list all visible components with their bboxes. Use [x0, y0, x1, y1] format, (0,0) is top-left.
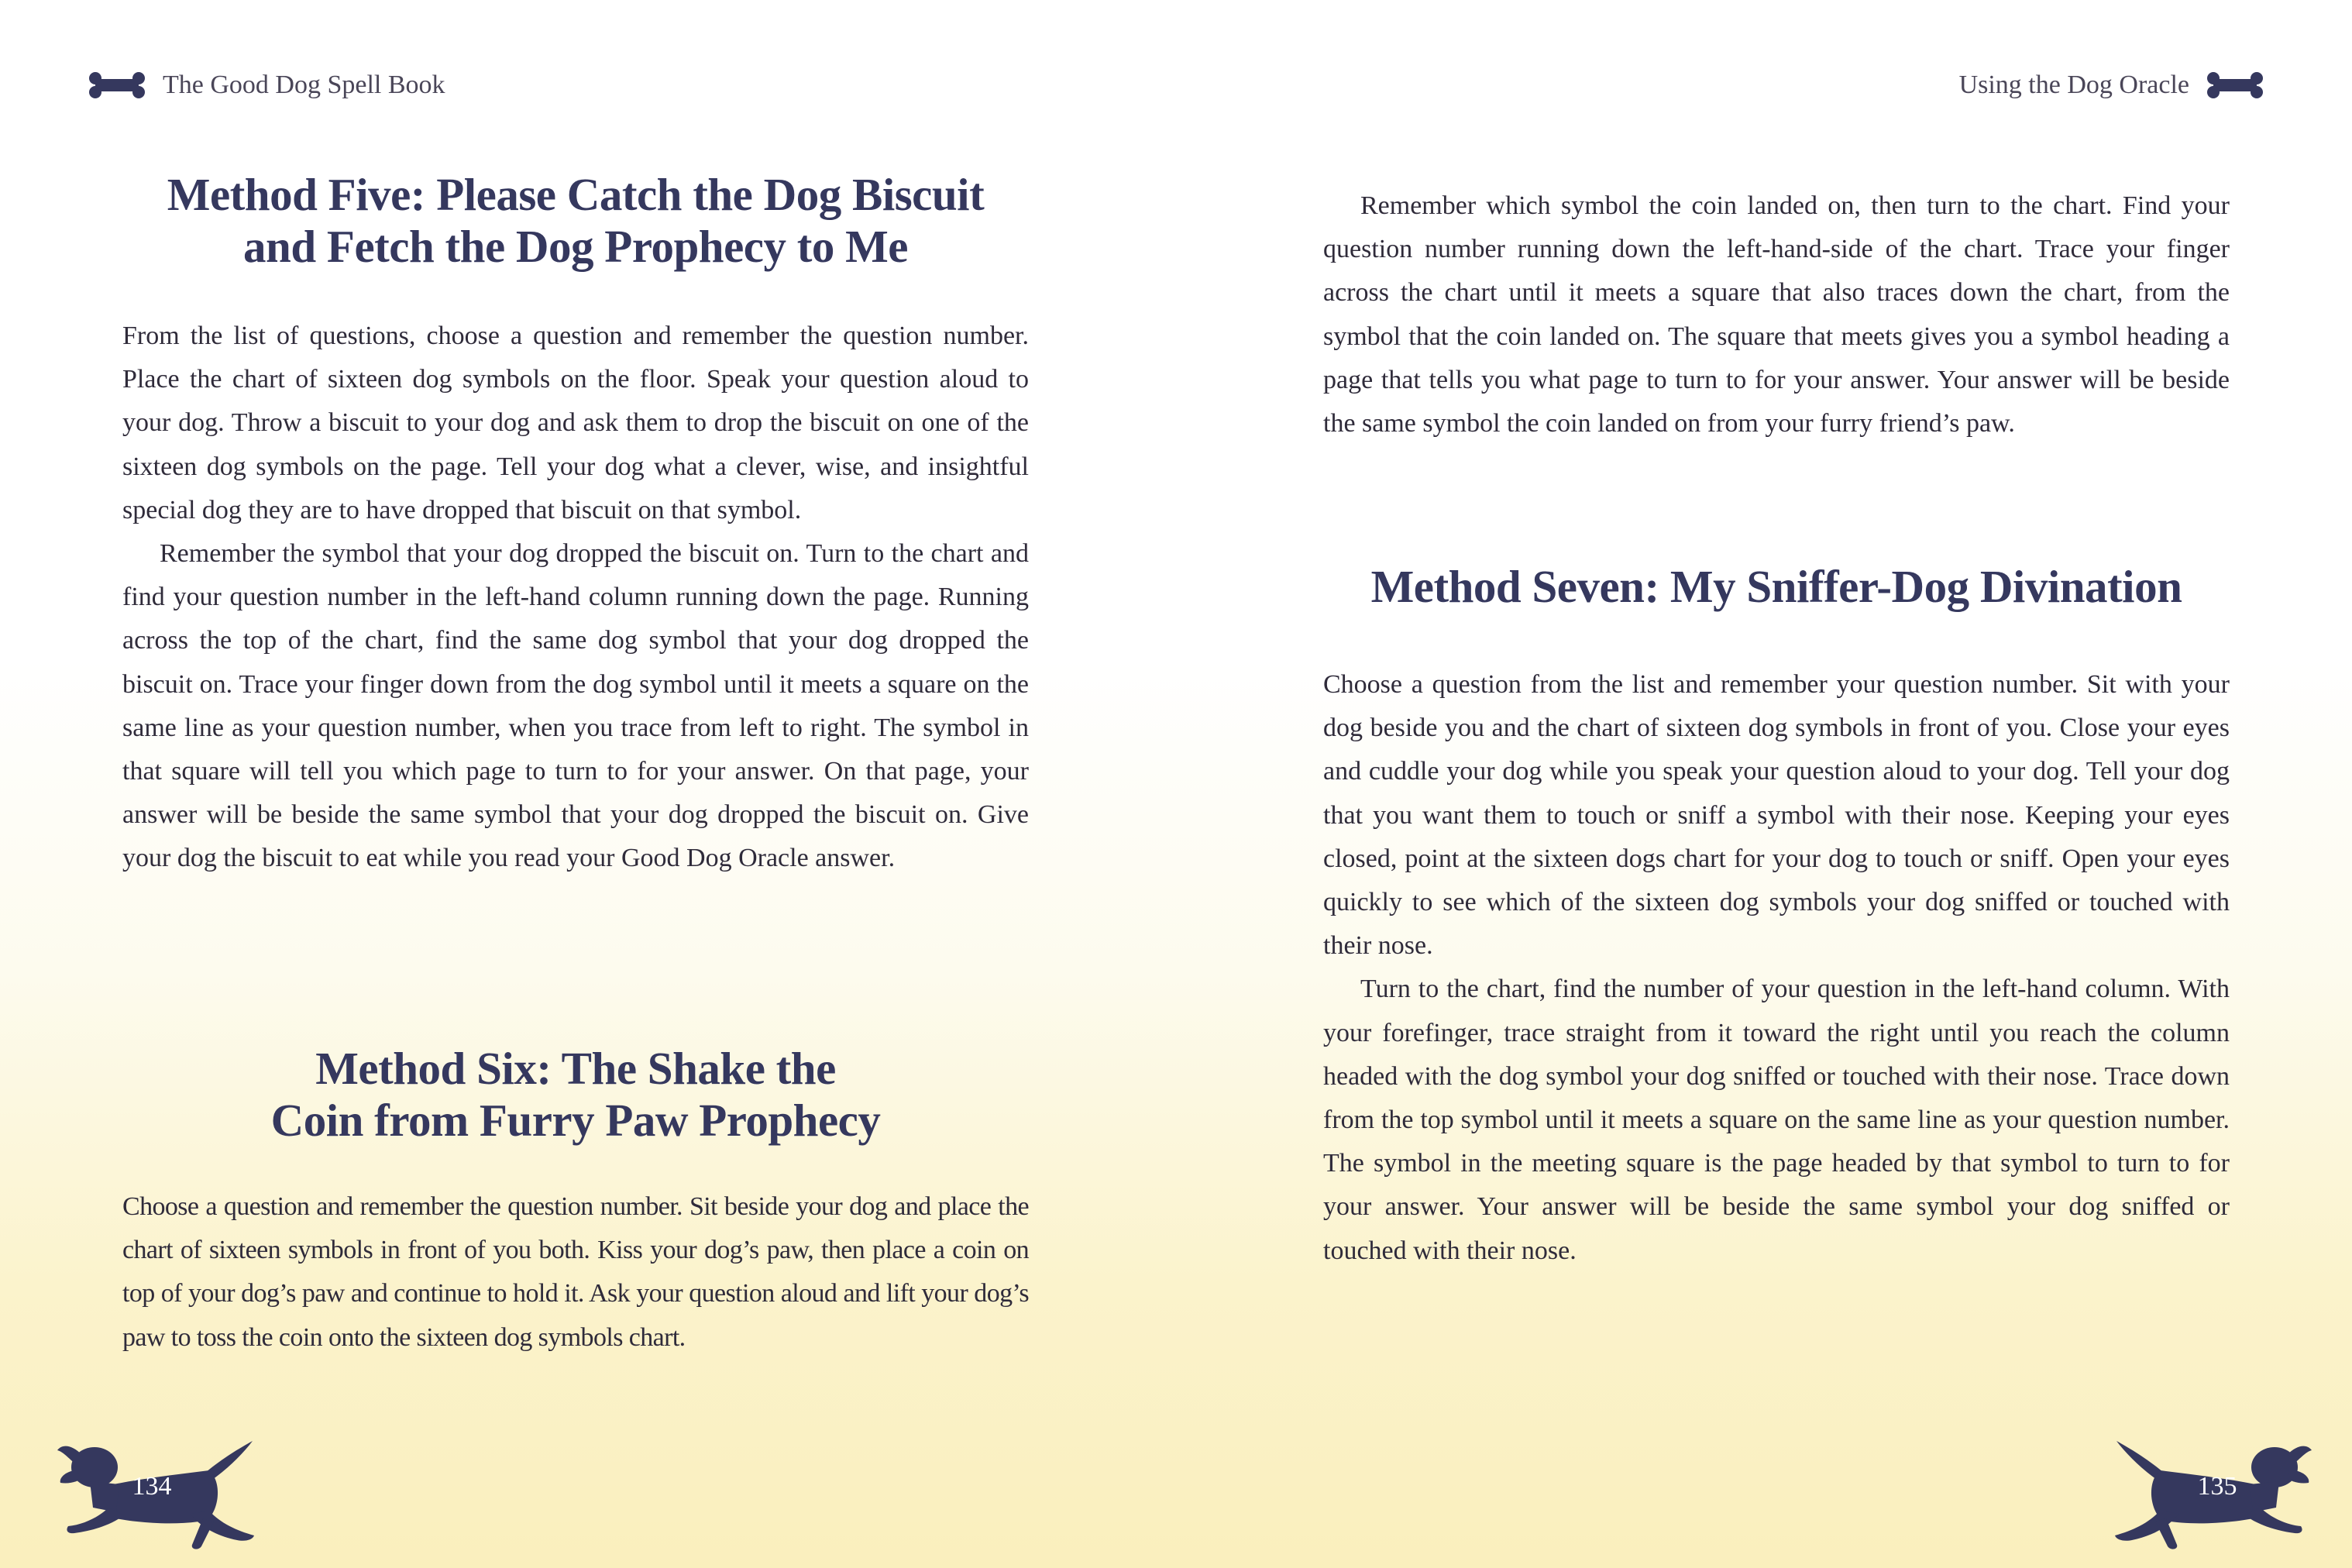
page-number: 135 — [2197, 1472, 2237, 1501]
method-seven-body — [1323, 663, 2230, 1273]
dog-bone-icon — [2206, 71, 2264, 99]
method-seven-heading — [1323, 561, 2230, 613]
method-five-body — [122, 315, 1029, 881]
method-six-heading — [122, 1043, 1029, 1147]
page-number-badge-left — [54, 1427, 263, 1551]
paragraph: Turn to the chart, find the number of your question in the left-hand column. With your forefinger, trace straight from it toward the right until you reach the column headed with the dog symbol your dog sniffed or touched with their nose. Trace down from the top symbol until it meets a square on the same line as your question number. The symbol in the meeting square is the page headed by that symbol to turn to for your answer. Your answer will be beside the same symbol your dog sniffed or touched with their nose. — [1323, 975, 2230, 1265]
right-page — [1176, 0, 2352, 1568]
paragraph: Remember the symbol that your dog dropped the biscuit on. Turn to the chart and find your question number in the left-hand column running down the page. Running across the top of the chart, find the same dog symbol that your dog dropped the biscuit on. Trace your finger down from the dog symbol until it meets a square on the same line as your question number, when you trace from left to right. The symbol in that square will tell you which page to turn to for your answer. On that page, your answer will be beside the same symbol that your dog dropped the biscuit on. Give your dog the biscuit to eat while you read your Good Dog Oracle answer. — [122, 539, 1029, 873]
paragraph: Choose a question and remember the question number. Sit beside your dog and place the chart of sixteen symbols in front of you both. Kiss your dog’s paw, then place a coin on top of your dog’s paw and continue to hold it. Ask your question aloud and lift your dog’s paw to toss the coin onto the sixteen dog symbols chart. — [122, 1192, 1029, 1352]
running-head-left — [88, 67, 445, 104]
method-six-heading-line2: Coin from Furry Paw Prophecy — [270, 1095, 881, 1146]
method-five-heading-line1: Method Five: Please Catch the Dog Biscuit — [167, 169, 985, 220]
page-number: 134 — [132, 1472, 172, 1501]
running-head-right — [1959, 67, 2264, 104]
paragraph: Remember which symbol the coin landed on, then turn to the chart. Find your question number running down the left-hand-side of the chart. Trace your finger across the chart until it meets a square that also traces down the chart, from the symbol that the coin landed on. The square that meets gives you a symbol heading a page that tells you what page to turn to for your answer. Your answer will be beside the same symbol the coin landed on from your furry friend’s paw. — [1323, 191, 2230, 438]
paragraph: From the list of questions, choose a question and remember the question number. Place the chart of sixteen dog symbols on the floor. Speak your question aloud to your dog. Throw a biscuit to your dog and ask them to drop the biscuit on one of the sixteen dog symbols on the page. Tell your dog what a clever, wise, and insightful special dog they are to have dropped that biscuit on that symbol. — [122, 322, 1029, 524]
method-six-continued-body — [1323, 184, 2230, 445]
method-five-heading-line2: and Fetch the Dog Prophecy to Me — [243, 221, 908, 272]
method-seven-heading-line: Method Seven: My Sniffer-Dog Divination — [1370, 561, 2182, 612]
method-six-heading-line1: Method Six: The Shake the — [315, 1043, 836, 1094]
running-head-title: Using the Dog Oracle — [1958, 70, 2189, 99]
paragraph: Choose a question from the list and remember your question number. Sit with your dog beside you and the chart of sixteen dog symbols in front of you. Close your eyes and cuddle your dog while you speak your question aloud to your dog. Tell your dog that you want them to touch or sniff a symbol with their nose. Keeping your eyes closed, point at the sixteen dogs chart for your dog to touch or sniff. Open your eyes quickly to see which of the sixteen dog symbols your dog sniffed or touched with their nose. — [1323, 670, 2230, 961]
running-head-title: The Good Dog Spell Book — [163, 70, 445, 99]
method-five-heading — [122, 169, 1029, 273]
method-six-body — [122, 1185, 1029, 1360]
page-number-badge-right — [2106, 1427, 2315, 1551]
dog-bone-icon — [88, 71, 146, 99]
